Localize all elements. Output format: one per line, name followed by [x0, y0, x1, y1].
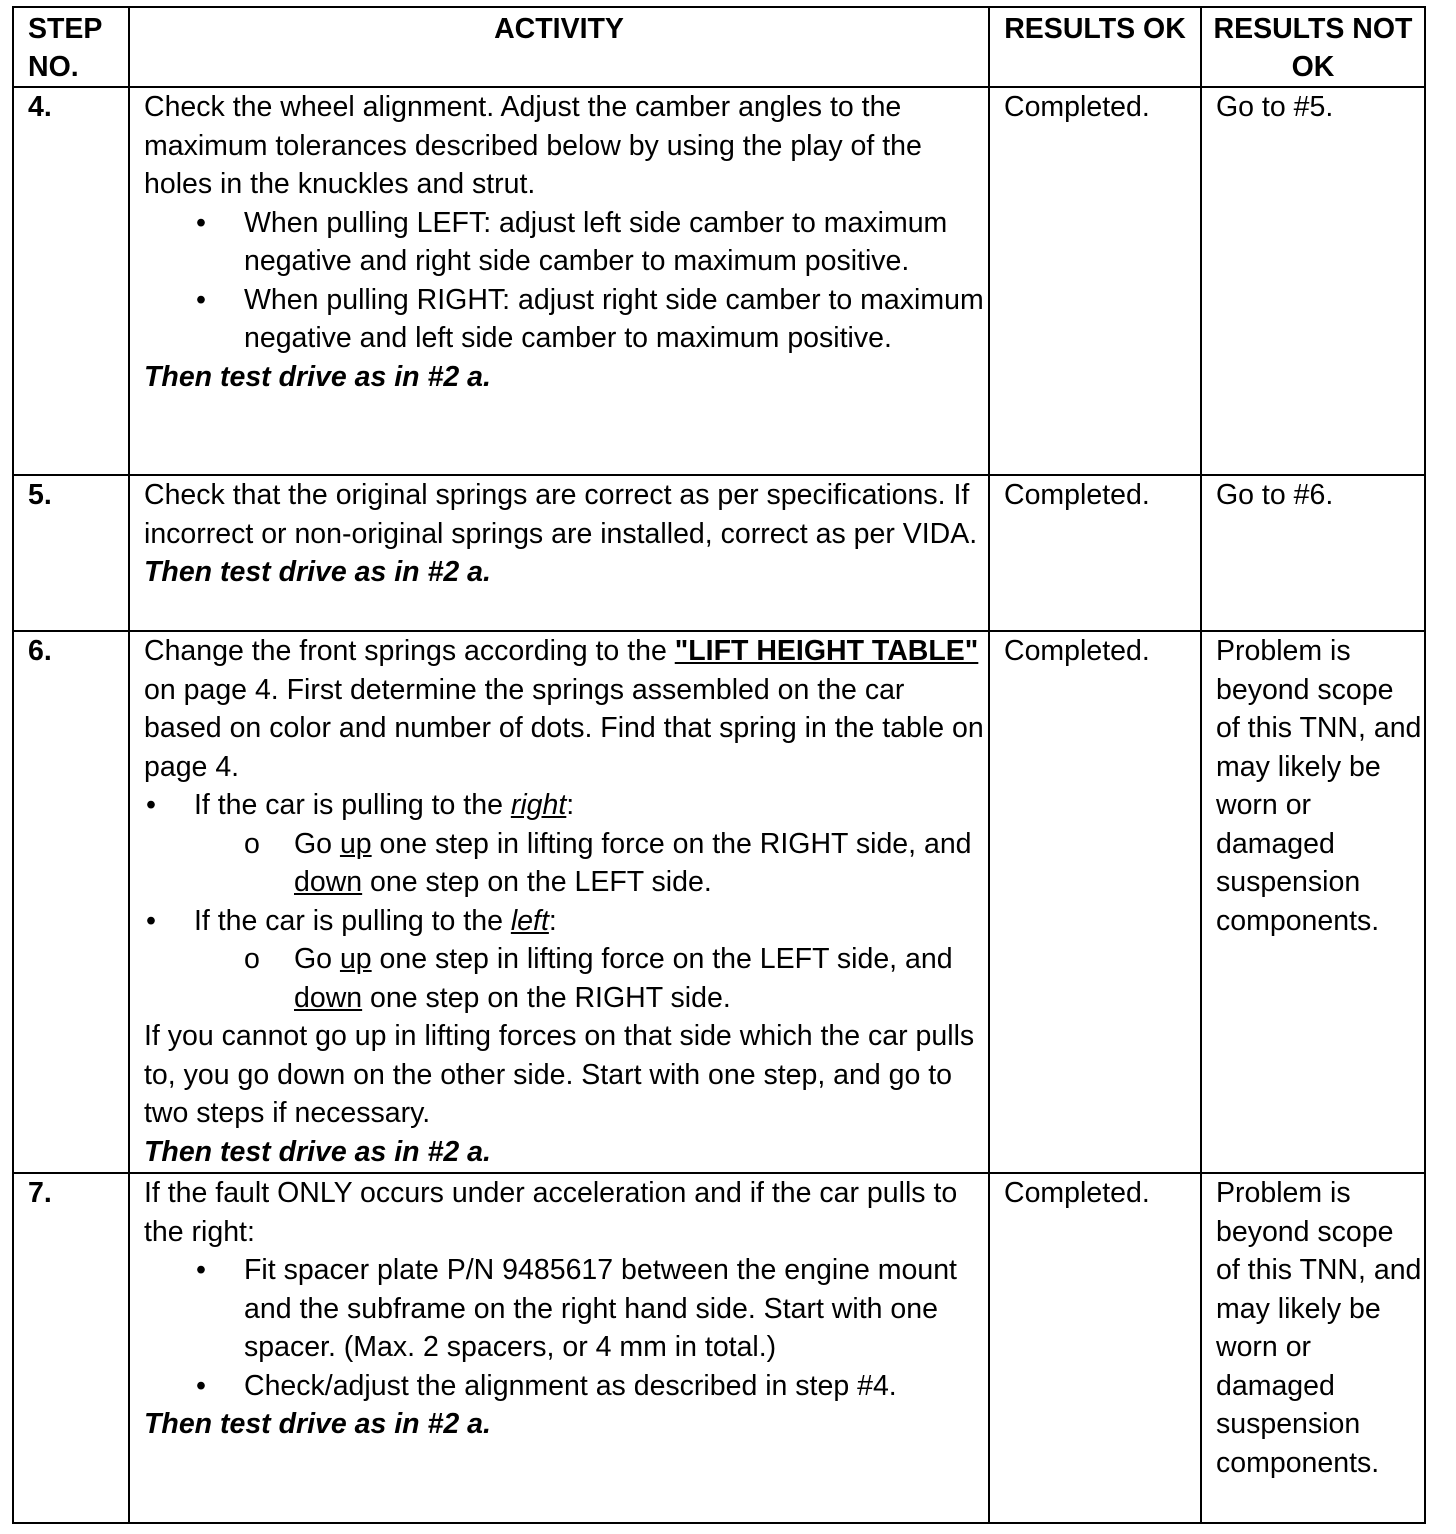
- result-ok: Completed.: [989, 1173, 1201, 1523]
- header-results-not-ok: RESULTS NOT OK: [1201, 7, 1425, 87]
- bullet-icon: •: [196, 206, 206, 239]
- header-results-ok: RESULTS OK: [989, 7, 1201, 87]
- table-row: [13, 475, 1425, 631]
- table-row: [13, 87, 1425, 475]
- activity-cell: [129, 475, 989, 631]
- troubleshooting-table: [12, 6, 1426, 1524]
- table-row: [13, 1173, 1425, 1523]
- result-ok: Completed.: [989, 87, 1201, 475]
- result-not-ok: Go to #5.: [1201, 87, 1425, 475]
- circle-bullet-icon: o: [244, 943, 260, 975]
- table-row: [13, 631, 1425, 1173]
- result-not-ok: Problem is beyond scope of this TNN, and may likely be worn or damaged suspension components.: [1201, 1173, 1425, 1523]
- then-instruction: Then test drive as in #2 a.: [144, 556, 491, 588]
- step-number: 5.: [13, 475, 129, 631]
- then-instruction: Then test drive as in #2 a.: [144, 360, 491, 393]
- result-not-ok: Go to #6.: [1201, 475, 1425, 631]
- lift-height-table-link[interactable]: "LIFT HEIGHT TABLE": [674, 635, 979, 667]
- activity-intro: Check that the original springs are correct as per specifications. If incorrect or non-original springs are installed, correct as per VIDA.: [144, 479, 978, 550]
- activity-note: If you cannot go up in lifting forces on that side which the car pulls to, you go down on the other side. Start with one step, and go to two steps if necessary.: [144, 1020, 975, 1129]
- list-item: • When pulling RIGHT: adjust right side camber to maximum negative and left side camber to maximum positive.: [144, 281, 988, 358]
- sub-list-item: o Go up one step in lifting force on the LEFT side, and down one step on the RIGHT side.: [144, 940, 988, 1017]
- bullet-icon: •: [146, 789, 156, 821]
- then-instruction: Then test drive as in #2 a.: [144, 1135, 491, 1168]
- bullet-icon: •: [196, 283, 206, 316]
- activity-cell: [129, 87, 989, 475]
- list-item: • Check/adjust the alignment as described in step #4.: [144, 1367, 988, 1406]
- bullet-icon: •: [196, 1254, 206, 1286]
- activity-intro: Change the front springs according to the "LIFT HEIGHT TABLE" on page 4. First determine the springs assembled on the car based on color and number of dots. Find that spring in the table on page 4.: [144, 635, 984, 783]
- header-step-no: STEP NO.: [13, 7, 129, 87]
- list-item: • If the car is pulling to the right:: [144, 786, 988, 825]
- result-ok: Completed.: [989, 475, 1201, 631]
- result-ok: Completed.: [989, 631, 1201, 1173]
- step-number: 6.: [13, 631, 129, 1173]
- header-activity: ACTIVITY: [129, 7, 989, 87]
- list-item: • If the car is pulling to the left:: [144, 902, 988, 941]
- activity-intro: If the fault ONLY occurs under acceleration and if the car pulls to the right:: [144, 1177, 958, 1248]
- step-number: 7.: [13, 1173, 129, 1523]
- activity-cell: [129, 1173, 989, 1523]
- sub-list-item: o Go up one step in lifting force on the RIGHT side, and down one step on the LEFT side.: [144, 825, 988, 902]
- result-not-ok: Problem is beyond scope of this TNN, and may likely be worn or damaged suspension components.: [1201, 631, 1425, 1173]
- circle-bullet-icon: o: [244, 827, 260, 860]
- list-item: • Fit spacer plate P/N 9485617 between the engine mount and the subframe on the right hand side. Start with one spacer. (Max. 2 spacers, or 4 mm in total.): [144, 1251, 988, 1367]
- table-header-row: [13, 7, 1425, 87]
- list-item: • When pulling LEFT: adjust left side camber to maximum negative and right side camber to maximum positive.: [144, 204, 988, 281]
- then-instruction: Then test drive as in #2 a.: [144, 1408, 491, 1440]
- activity-intro: Check the wheel alignment. Adjust the camber angles to the maximum tolerances described below by using the play of the holes in the knuckles and strut.: [144, 91, 922, 200]
- step-number: 4.: [13, 87, 129, 475]
- bullet-icon: •: [146, 904, 156, 937]
- bullet-icon: •: [196, 1369, 206, 1402]
- activity-cell: [129, 631, 989, 1173]
